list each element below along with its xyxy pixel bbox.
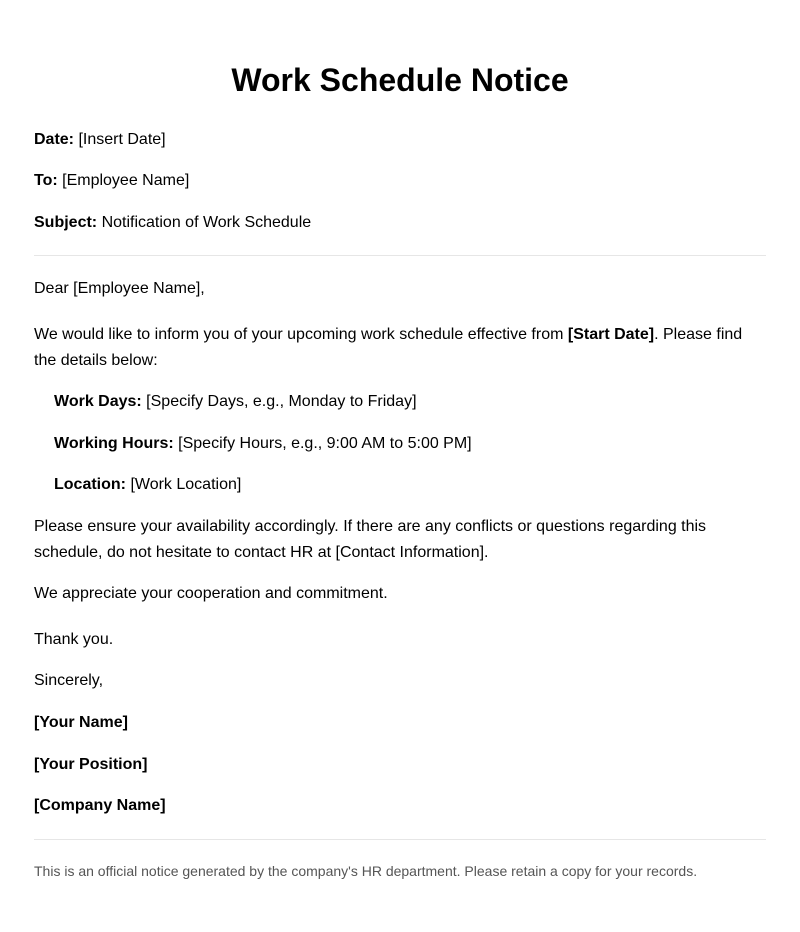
intro-text-start: We would like to inform you of your upcoming work schedule effective from [34,326,568,343]
footer-divider [34,839,766,840]
intro-paragraph [34,322,766,374]
signature-name: [Your Name] [34,714,128,731]
detail-working-hours [54,431,472,457]
date-label: Date: [34,131,75,148]
greeting: Dear [Employee Name], [34,280,205,297]
page-title: Work Schedule Notice [231,62,569,98]
location-value: [Work Location] [126,476,242,493]
start-date: [Start Date] [567,326,655,343]
to-value: [Employee Name] [57,172,190,189]
work-days-value: [Specify Days, e.g., Monday to Friday] [141,393,417,410]
detail-location [54,472,241,498]
signature-position: [Your Position] [34,756,148,773]
footer-note: This is an official notice generated by the company's HR department. Please retain a copy for your records. [34,863,698,879]
intro-text-end: . Please find the details below: [34,326,743,369]
subject-line [34,210,311,236]
to-label: To: [34,172,58,189]
subject-value: Notification of Work Schedule [97,214,312,231]
thanks-line: Thank you. [34,631,114,648]
detail-work-days [54,389,417,415]
appreciation-line: We appreciate your cooperation and commitment. [34,585,388,602]
closing-line: Sincerely, [34,672,104,689]
subject-label: Subject: [34,214,98,231]
work-days-label: Work Days: [54,393,142,410]
working-hours-value: [Specify Hours, e.g., 9:00 AM to 5:00 PM] [173,435,472,452]
date-line [34,127,166,153]
to-line [34,168,189,194]
date-value: [Insert Date] [74,131,166,148]
signature-company: [Company Name] [34,797,166,814]
header-divider [34,255,766,256]
availability-paragraph: Please ensure your availability accordingly. If there are any conflicts or questions regarding this schedule, do not hesitate to contact HR at [Contact Information]. [34,518,707,561]
working-hours-label: Working Hours: [54,435,174,452]
location-label: Location: [54,476,126,493]
